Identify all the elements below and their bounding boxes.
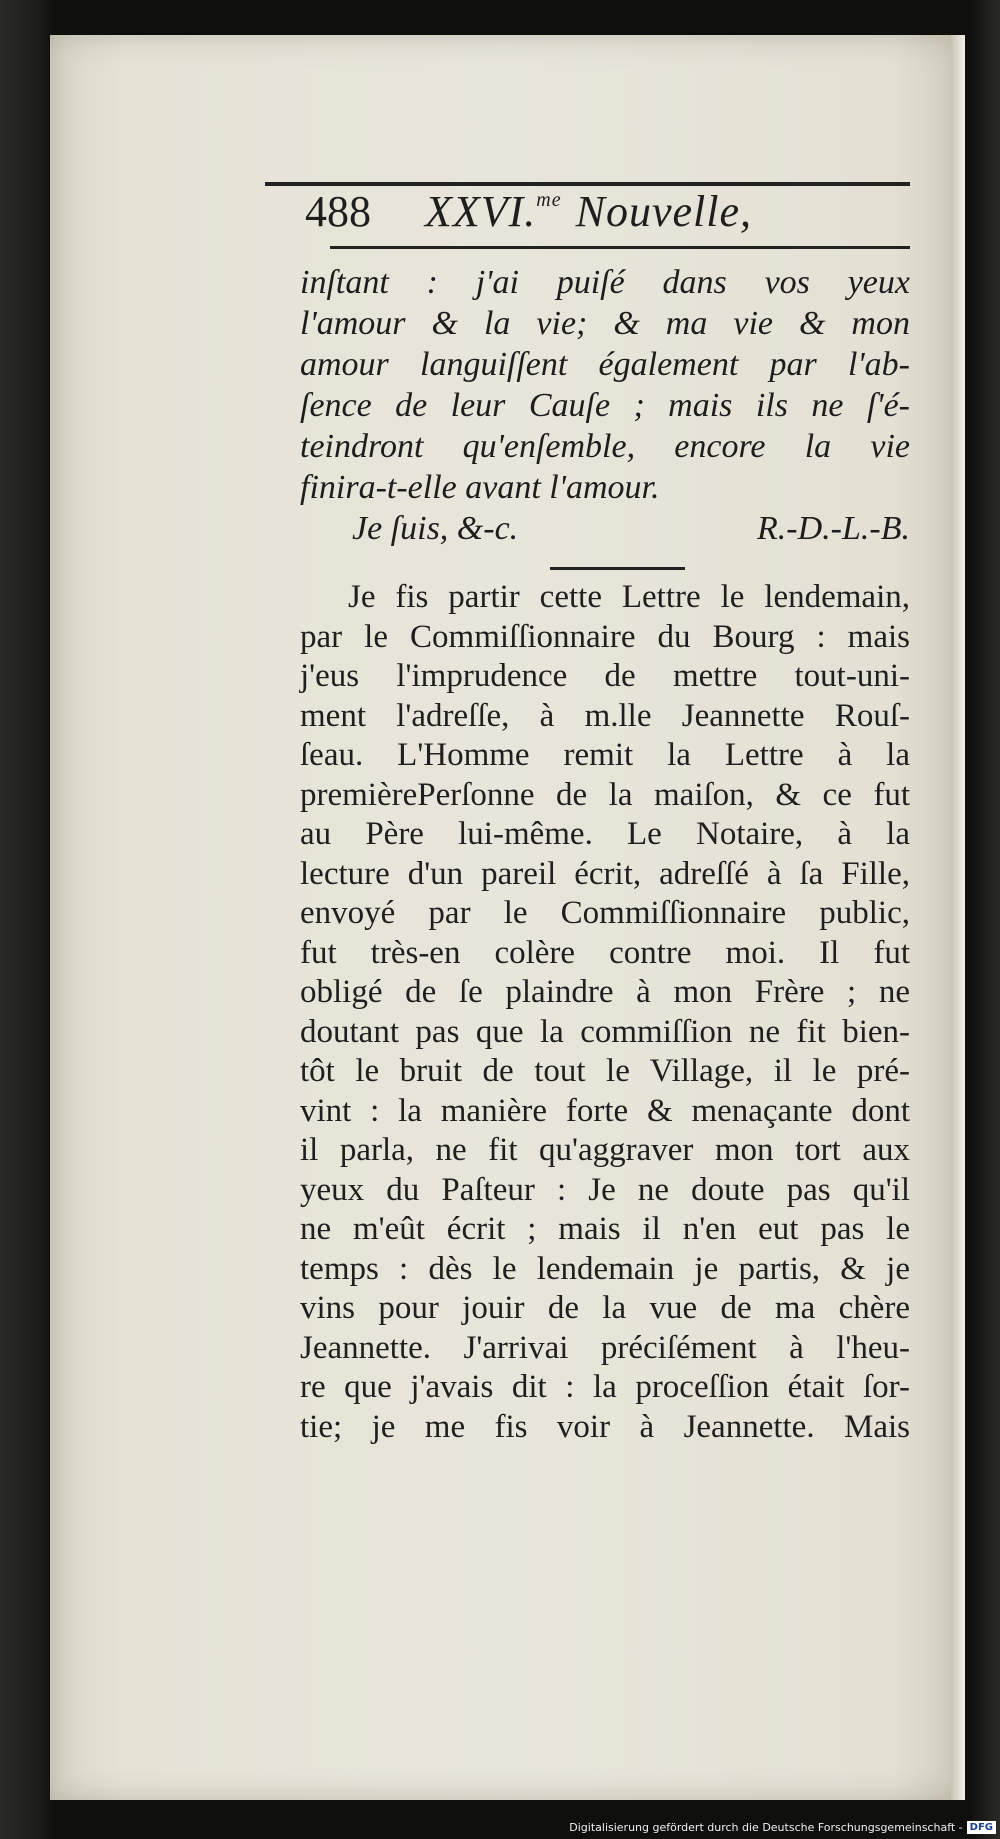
body-line: ne m'eût écrit ; mais il n'en eut pas le xyxy=(300,1211,910,1247)
running-title-numeral: XXVI. xyxy=(425,187,537,236)
body-line: envoyé par le Commiſſionnaire public, xyxy=(300,895,910,931)
body-line: Jeannette. J'arrivai préciſément à l'heu- xyxy=(300,1329,910,1366)
digitization-credit xyxy=(569,1819,996,1835)
letter-text xyxy=(300,262,910,549)
body-paragraph xyxy=(300,578,910,1447)
body-line: Je fis partir cette Lettre le lendemain, xyxy=(348,579,910,615)
letter-line: finira-t-elle avant l'amour. xyxy=(300,469,660,506)
letter-line: l'amour & la vie; & ma vie & mon xyxy=(300,305,910,342)
page-header xyxy=(305,183,910,247)
body-line: tie; je me fis voir à Jeannette. Mais xyxy=(300,1408,910,1445)
body-line: temps : dès le lendemain je partis, & je xyxy=(300,1250,910,1287)
letter-line: amour languiſſent également par l'ab- xyxy=(300,346,910,383)
body-line: ſeau. L'Homme remit la Lettre à la xyxy=(300,737,910,773)
running-title-word: Nouvelle, xyxy=(575,187,753,236)
body-line: par le Commiſſionnaire du Bourg : mais xyxy=(300,618,910,655)
running-title xyxy=(425,186,752,237)
page-edge xyxy=(951,35,965,1800)
body-line: premièrePerſonne de la maiſon, & ce fut xyxy=(300,776,910,813)
letter-line: ſence de leur Cauſe ; mais ils ne ſ'é- xyxy=(300,387,910,424)
body-line: lecture d'un pareil écrit, adreſſé à ſa Fille, xyxy=(300,855,910,892)
body-line: j'eus l'imprudence de mettre tout-uni- xyxy=(300,658,910,694)
body-line: tôt le bruit de tout le Village, il le pré- xyxy=(300,1053,910,1089)
letter-signature: R.-D.-L.-B. xyxy=(757,510,910,547)
letter-closing: Je ſuis, &-c. xyxy=(352,510,519,547)
body-line: vins pour jouir de la vue de ma chère xyxy=(300,1290,910,1326)
body-line: fut très-en colère contre moi. Il fut xyxy=(300,934,910,971)
page-number: 488 xyxy=(305,187,371,236)
body-line: yeux du Paſteur : Je ne doute pas qu'il xyxy=(300,1171,910,1208)
body-line: au Père lui-même. Le Notaire, à la xyxy=(300,816,910,852)
body-line: obligé de ſe plaindre à mon Frère ; ne xyxy=(300,974,910,1010)
section-separator xyxy=(550,567,685,570)
body-line: ment l'adreſſe, à m.lle Jeannette Rouſ- xyxy=(300,697,910,734)
letter-line: inſtant : j'ai puiſé dans vos yeux xyxy=(300,264,910,301)
body-line: vint : la manière forte & menaçante dont xyxy=(300,1092,910,1129)
body-line: doutant pas que la commiſſion ne fit bien- xyxy=(300,1013,910,1050)
header-underline-rule xyxy=(330,246,910,249)
body-line: il parla, ne fit qu'aggraver mon tort aux xyxy=(300,1132,910,1168)
body-line: re que j'avais dit : la proceſſion était ſor- xyxy=(300,1369,910,1405)
running-title-superscript: me xyxy=(536,189,562,211)
letter-line: teindront qu'enſemble, encore la vie xyxy=(300,428,910,465)
credit-text: Digitalisierung gefördert durch die Deutsche Forschungsgemeinschaft - xyxy=(569,1820,963,1834)
dfg-logo: DFG xyxy=(967,1821,996,1834)
letter-signoff xyxy=(300,508,910,549)
